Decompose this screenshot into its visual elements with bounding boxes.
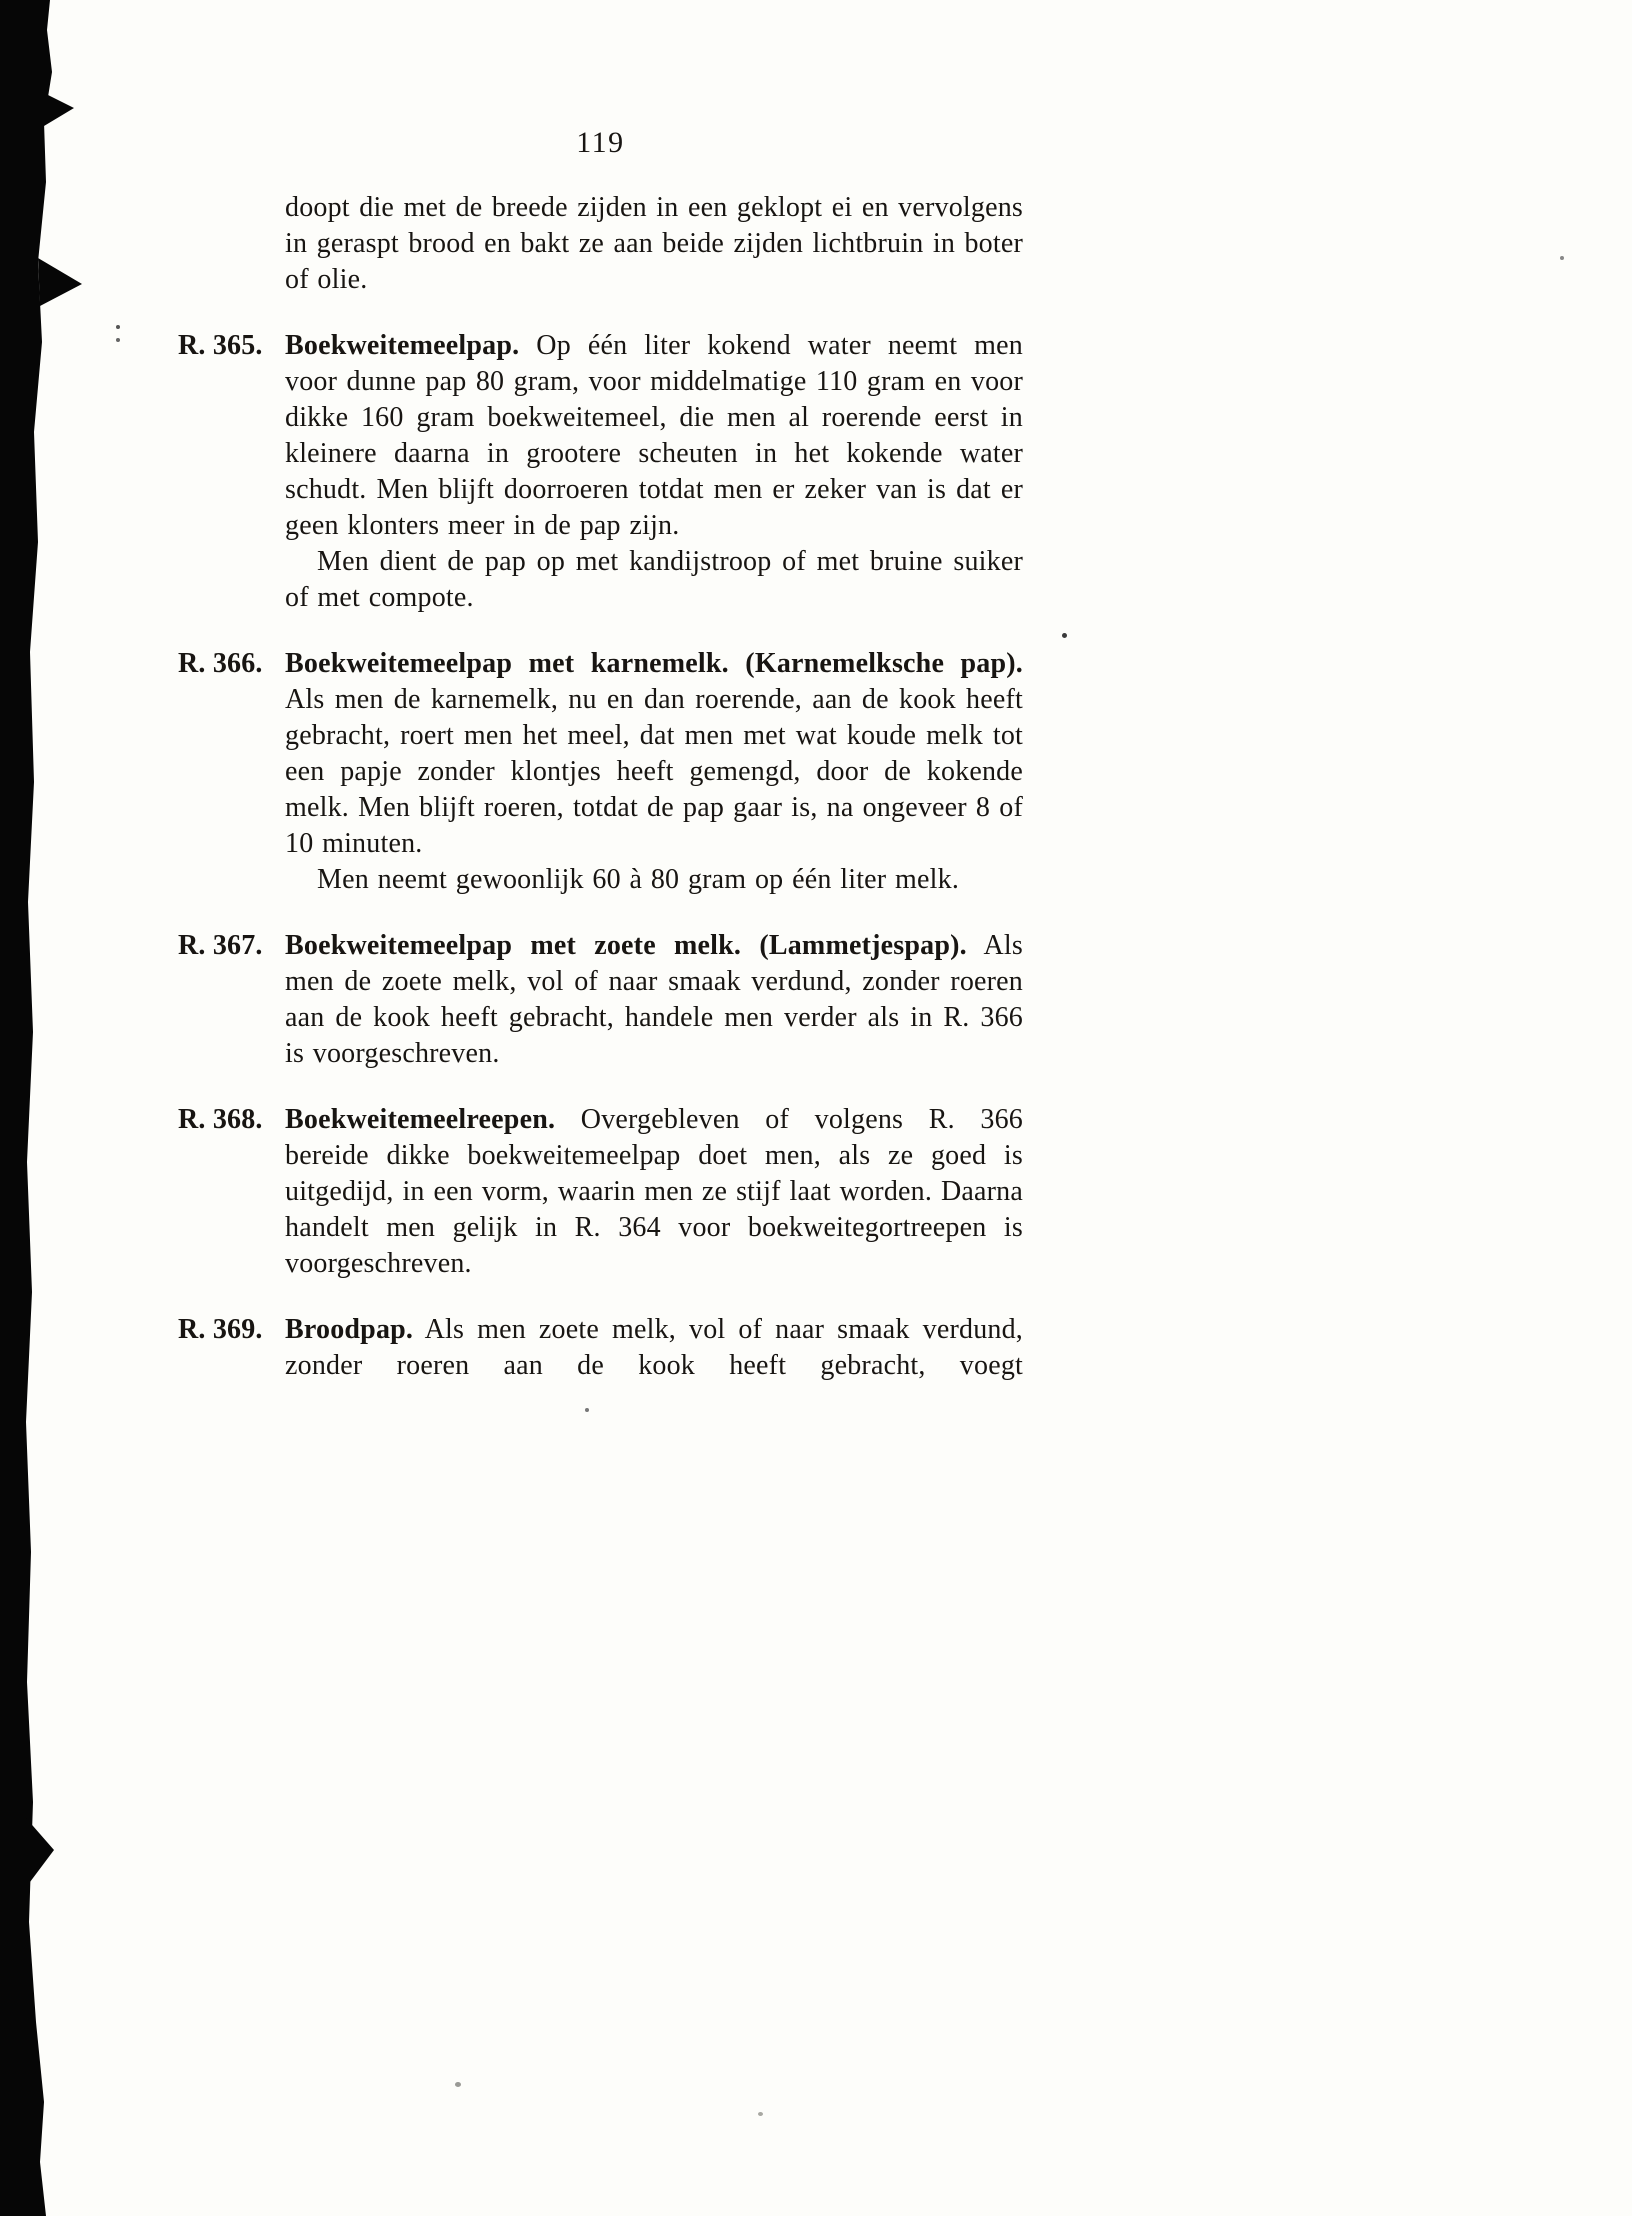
recipe-title: Boekweitemeelpap met zoete melk. (Lammetjespap).: [285, 930, 967, 961]
recipe-paragraph: [285, 1312, 1023, 1384]
recipe-entry-368: [178, 1102, 1023, 1282]
recipe-body: [285, 1312, 1023, 1384]
recipe-title: Boekweitemeelpap met karnemelk. (Karnemelksche pap).: [285, 648, 1023, 679]
recipe-paragraph-2: Men neemt gewoonlijk 60 à 80 gram op één liter melk.: [317, 864, 960, 895]
recipe-text: Als men de karnemelk, nu en dan roerende, aan de kook heeft gebracht, roert men het meel, dat men met wat koude melk tot een papje zonder klontjes heeft gemengd, door de kokende melk. Men blijft roeren, totdat de pap gaar is, na ongeveer 8 of 10 minuten.: [285, 684, 1023, 859]
recipe-text: Als men zoete melk, vol of naar smaak verdund, zonder roeren aan de kook heeft gebracht, voegt: [285, 1314, 1023, 1381]
recipe-number: R. 366.: [178, 648, 263, 679]
binding-shadow: [0, 0, 92, 2216]
pen-mark-icon: [38, 258, 82, 306]
recipe-body: [285, 1102, 1023, 1282]
ink-speck: [116, 325, 120, 329]
recipe-title: Boekweitemeelpap.: [285, 330, 520, 361]
recipe-title: Boekweitemeelreepen.: [285, 1104, 556, 1135]
page-content: [178, 190, 1023, 1384]
recipe-body: [285, 646, 1023, 898]
recipe-entry-366: [178, 646, 1023, 898]
pen-mark-icon: [26, 1818, 54, 1882]
recipe-body: [285, 328, 1023, 616]
recipe-text: Overgebleven of volgens R. 366 bereide dikke boekweitemeelpap doet men, als ze goed is uitgedijd, in een vorm, waarin men ze stijf laat worden. Daarna handelt men gelijk in R. 364 voor boekweitegortreepen is voorgeschreven.: [285, 1104, 1024, 1279]
recipe-paragraph: [285, 646, 1023, 862]
ink-speck: [455, 2082, 461, 2087]
recipe-number: R. 365.: [178, 330, 263, 361]
ink-speck: [585, 1408, 589, 1412]
recipe-paragraph-2: Men dient de pap op met kandijstroop of met bruine suiker of met compote.: [285, 546, 1023, 613]
ink-speck: [1062, 633, 1067, 638]
ink-speck: [758, 2112, 763, 2116]
ink-speck: [1560, 256, 1564, 260]
ink-speck: [116, 338, 120, 342]
pen-mark-icon: [42, 92, 74, 126]
continuation-paragraph: doopt die met de breede zijden in een geklopt ei en vervolgens in geraspt brood en bakt ze aan beide zijden lichtbruin in boter of olie.: [285, 192, 1023, 295]
recipe-paragraph: [285, 328, 1023, 544]
recipe-text: Als men de zoete melk, vol of naar smaak verdund, zonder roeren aan de kook heeft gebracht, handele men verder als in R. 366 is voorgeschreven.: [285, 930, 1023, 1069]
recipe-number: R. 367.: [178, 930, 263, 961]
recipe-text: Op één liter kokend water neemt men voor dunne pap 80 gram, voor middelmatige 110 gram en voor dikke 160 gram boekweitemeel, die men al roerende eerst in kleinere daarna in grootere scheuten in het kokende water schudt. Men blijft doorroeren totdat men er zeker van is dat er geen klonters meer in de pap zijn.: [285, 330, 1023, 541]
recipe-entry-367: [178, 928, 1023, 1072]
recipe-paragraph: [285, 928, 1023, 1072]
recipe-body: [285, 928, 1023, 1072]
recipe-title: Broodpap.: [285, 1314, 414, 1345]
recipe-entry-365: [178, 328, 1023, 616]
recipe-number: R. 368.: [178, 1104, 263, 1135]
page-number: 119: [576, 126, 625, 159]
recipe-entry-369: [178, 1312, 1023, 1384]
recipe-paragraph: [285, 1102, 1023, 1282]
recipe-number: R. 369.: [178, 1314, 263, 1345]
